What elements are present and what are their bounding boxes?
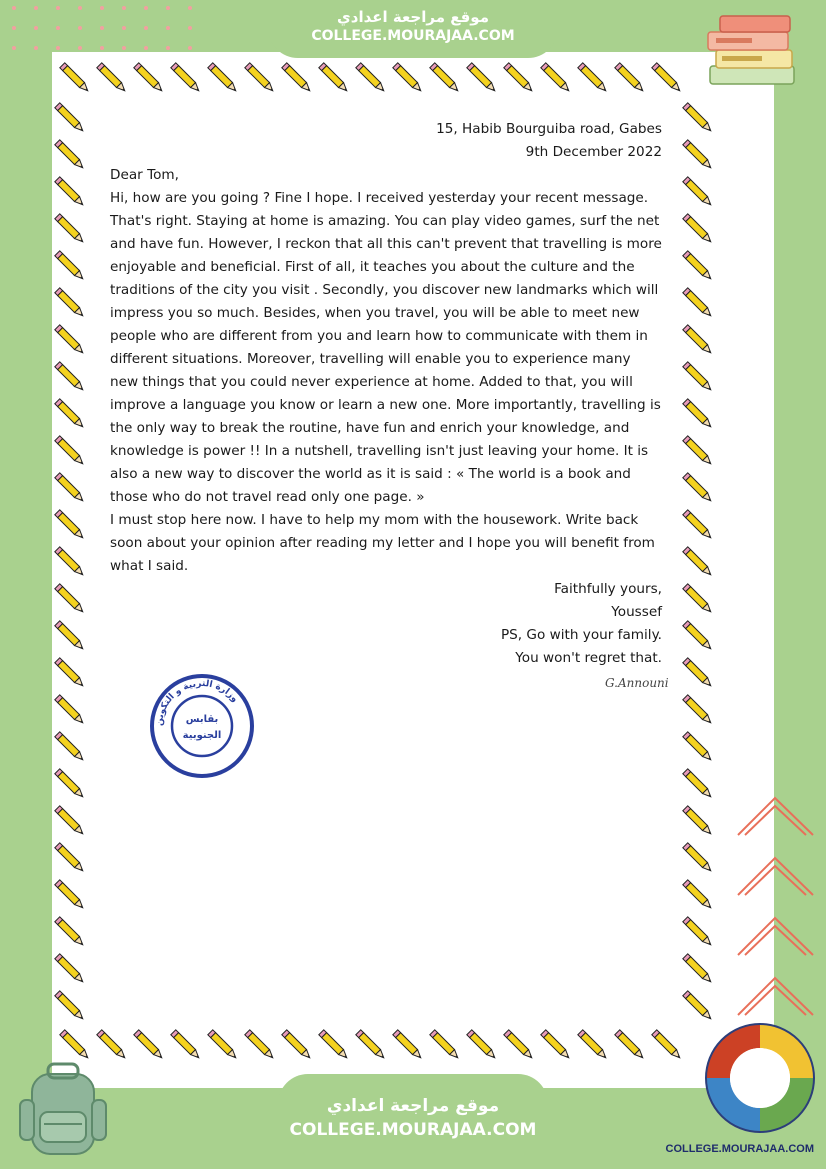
pencil-icon [683, 436, 713, 466]
pencil-icon [134, 1030, 164, 1060]
pencil-icon [683, 843, 713, 873]
pencil-icon [55, 103, 85, 133]
pencil-icon [683, 214, 713, 244]
pencil-icon [683, 473, 713, 503]
pencil-icon [683, 621, 713, 651]
pencil-icon [578, 63, 608, 93]
stamp-outer-text: وزارة التربية و التكوين [154, 678, 240, 727]
pencil-icon [55, 695, 85, 725]
top-banner [268, 0, 558, 58]
pencil-icon [683, 325, 713, 355]
pencil-icon [467, 63, 497, 93]
pencil-icon [55, 325, 85, 355]
pencil-icon [55, 399, 85, 429]
signature-name: Youssef [611, 604, 662, 620]
pencil-icon [683, 695, 713, 725]
postscript-line-1: PS, Go with your family. [500, 627, 662, 643]
pencil-icon [55, 510, 85, 540]
pencil-icon [356, 63, 386, 93]
handwritten-signature: G.Announi [605, 676, 669, 690]
school-stamp [148, 672, 256, 780]
greeting: Dear Tom, [110, 167, 179, 183]
pencil-icon [393, 1030, 423, 1060]
pencil-icon [683, 954, 713, 984]
pencil-icon [245, 63, 275, 93]
pencil-icon [60, 1030, 90, 1060]
pencil-icon [55, 806, 85, 836]
pencil-icon [541, 63, 571, 93]
pencil-icon [356, 1030, 386, 1060]
pencil-icon [97, 63, 127, 93]
pencil-icon [282, 63, 312, 93]
pencil-icon [55, 658, 85, 688]
pencil-icon [683, 584, 713, 614]
pencil-icon [683, 732, 713, 762]
pencil-icon [683, 769, 713, 799]
pencil-icon [467, 1030, 497, 1060]
pencil-icon [683, 510, 713, 540]
pencil-icon [683, 362, 713, 392]
pencil-icon [683, 288, 713, 318]
body-paragraph-1: Hi, how are you going ? Fine I hope. I received yesterday your recent message. That's right. Staying at home is amazing. You can play video games, surf the net and have fun. However, I reckon that all this can't prevent that travelling is more enjoyable and beneficial. First of all, it teaches you about the culture and the traditions of the city you visit . Secondly, you discover new landmarks which will impress you so much. Besides, when you travel, you will be able to meet new people who are different from you and learn how to communicate with them in different situations. Moreover, travelling will enable you to experience many new things that you could never experience at home. Added to that, you will improve a language you know or learn a new one. More importantly, travelling is the only way to break the routine, have fun and enrich your knowledge, and knowledge is power !! In a nutshell, travelling isn't just leaving your home. It is also a new way to discover the world as it is said : « The world is a book and those who do not travel read only one page. » [110, 190, 662, 505]
pencil-icon [55, 991, 85, 1021]
pencil-icon [55, 584, 85, 614]
closing: Faithfully yours, [554, 581, 662, 597]
pencil-icon [55, 547, 85, 577]
stamp-center-text-2: الجنوبية [182, 730, 222, 741]
pencil-icon [97, 1030, 127, 1060]
pencil-icon [55, 621, 85, 651]
pencil-icon [55, 362, 85, 392]
pencil-icon [55, 880, 85, 910]
pencil-icon [55, 732, 85, 762]
pencil-icon [55, 140, 85, 170]
pencil-icon [171, 63, 201, 93]
footer-url-link[interactable]: COLLEGE.MOURAJAA.COM [289, 1120, 537, 1140]
pencil-icon [683, 991, 713, 1021]
pencil-icon [578, 1030, 608, 1060]
pencil-icon [55, 843, 85, 873]
pencil-icon [171, 1030, 201, 1060]
backpack-icon [14, 1060, 112, 1160]
footer-site-label[interactable]: COLLEGE.MOURAJAA.COM [665, 1143, 814, 1155]
pencil-icon [683, 399, 713, 429]
pencil-icon [55, 917, 85, 947]
pencil-icon [55, 288, 85, 318]
pencil-icon [541, 1030, 571, 1060]
pencil-icon [55, 436, 85, 466]
pencil-icon [615, 63, 645, 93]
pencil-icon [683, 103, 713, 133]
chevron-decoration-icon [733, 790, 818, 1040]
pencil-icon [55, 177, 85, 207]
letter-content [110, 118, 662, 670]
pencil-icon [504, 63, 534, 93]
pencil-icon [615, 1030, 645, 1060]
body-paragraph-2: I must stop here now. I have to help my mom with the housework. Write back soon about your opinion after reading my letter and I hope you will benefit from what I said. [110, 512, 655, 574]
pencil-icon [683, 658, 713, 688]
pencil-icon [683, 806, 713, 836]
pencil-icon [60, 63, 90, 93]
pencil-icon [683, 917, 713, 947]
stamp-center-text-1: بقابس [185, 714, 219, 725]
pencil-icon [683, 177, 713, 207]
pencil-icon [55, 473, 85, 503]
postscript-line-2: You won't regret that. [515, 650, 662, 666]
pencil-icon [282, 1030, 312, 1060]
pencil-icon [55, 251, 85, 281]
site-url-link[interactable]: COLLEGE.MOURAJAA.COM [311, 28, 515, 44]
pencil-icon [683, 547, 713, 577]
pencil-icon [652, 1030, 682, 1060]
pencil-icon [208, 1030, 238, 1060]
pencil-icon [208, 63, 238, 93]
pencil-icon [55, 214, 85, 244]
pencil-icon [319, 63, 349, 93]
pencil-icon [430, 63, 460, 93]
pencil-icon [683, 880, 713, 910]
pencil-icon [319, 1030, 349, 1060]
footer-arabic-name: موقع مراجعة اعدادي [326, 1096, 500, 1116]
books-icon [702, 14, 802, 94]
pencil-icon [393, 63, 423, 93]
pencil-icon [55, 954, 85, 984]
pencil-icon [504, 1030, 534, 1060]
pencil-icon [683, 140, 713, 170]
pencil-icon [55, 769, 85, 799]
letter-date: 9th December 2022 [525, 144, 662, 160]
school-subjects-wheel-icon [704, 1022, 816, 1134]
pencil-icon [134, 63, 164, 93]
bottom-banner [278, 1074, 548, 1169]
pencil-icon [430, 1030, 460, 1060]
pencil-icon [245, 1030, 275, 1060]
site-arabic-name: موقع مراجعة اعدادي [337, 8, 489, 26]
sender-address: 15, Habib Bourguiba road, Gabes [436, 121, 662, 137]
pencil-icon [683, 251, 713, 281]
pencil-icon [652, 63, 682, 93]
